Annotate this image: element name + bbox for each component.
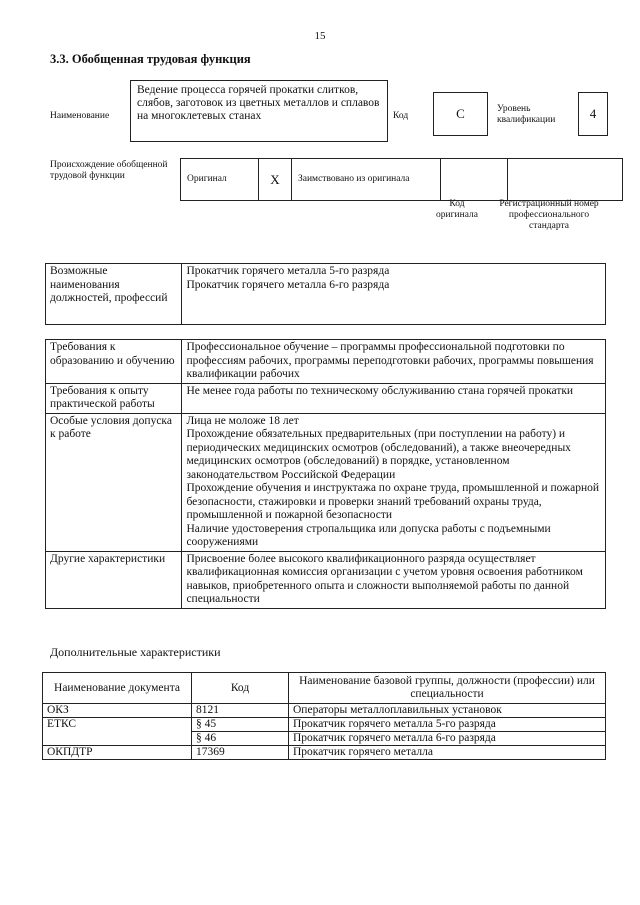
row-code: 8121 <box>192 704 289 718</box>
requirement-label: Требования к опыту практической работы <box>46 383 182 413</box>
reg-number-label: Регистрационный номер профессионального стандарта <box>499 199 599 231</box>
header-doc: Наименование документа <box>43 673 192 704</box>
row-doc: ОКЗ <box>43 704 192 718</box>
origin-table <box>180 158 623 201</box>
position-item: Прокатчик горячего металла 6-го разряда <box>186 278 390 291</box>
positions-table <box>45 263 606 325</box>
additional-table <box>42 672 606 760</box>
original-label: Оригинал <box>181 159 259 201</box>
requirement-value: Профессиональное обучение – программы профессиональной подготовки по профессиям рабочих, программы переподготовки рабочих, программы повышения квалификации рабочих <box>182 340 606 384</box>
requirement-value: Присвоение более высокого квалификационного разряда осуществляет квалификационная комиссия организации с учетом уровня освоения работником навыков, приобретенного опыта и сложности выполняемой работы по данной специальности <box>182 551 606 608</box>
requirement-value: Наличие удостоверения стропальщика или допуска работы с подъемными сооружениями <box>186 522 551 548</box>
row-name: Прокатчик горячего металла 5-го разряда <box>289 718 606 732</box>
requirement-value: Прохождение обучения и инструктажа по охране труда, промышленной и пожарной безопасности, стажировки и проверки знаний требований охраны труда, промышленной и пожарной безопасности <box>186 482 600 521</box>
header-code: Код <box>192 673 289 704</box>
name-label: Наименование <box>50 111 110 121</box>
code-original-label: Код оригинала <box>436 199 478 220</box>
row-doc: ЕТКС <box>43 718 192 746</box>
row-name: Операторы металлоплавильных установок <box>289 704 606 718</box>
table-header-row <box>43 673 606 704</box>
original-mark: X <box>259 159 292 201</box>
position-item: Прокатчик горячего металла 5-го разряда <box>186 265 390 277</box>
table-row <box>43 746 606 760</box>
requirement-value: Не менее года работы по техническому обслуживанию стана горячей прокатки <box>182 383 606 413</box>
code-label: Код <box>393 111 409 121</box>
requirement-value: Прохождение обязательных предварительных (при поступлении на работу) и периодических медицинских осмотров (обследований), а также внеочередных медицинских осмотров (обследований) в порядке, установленном законодательством Российской Федерации <box>186 428 571 481</box>
borrowed-label: Заимствовано из оригинала <box>292 159 441 201</box>
function-name-box: Ведение процесса горячей прокатки слитков, слябов, заготовок из цветных металлов и сплавов на многоклетевых станах <box>130 80 388 142</box>
table-row <box>46 264 606 325</box>
requirements-table <box>45 339 606 609</box>
table-row <box>43 718 606 732</box>
requirement-label: Особые условия допуска к работе <box>46 413 182 551</box>
row-code: 17369 <box>192 746 289 760</box>
level-label: Уровень квалификации <box>497 104 556 125</box>
reg-number-cell <box>508 159 623 201</box>
row-code: § 45 <box>192 718 289 732</box>
table-row <box>46 340 606 384</box>
row-doc: ОКПДТР <box>43 746 192 760</box>
requirement-label: Требования к образованию и обучению <box>46 340 182 384</box>
header-name: Наименование базовой группы, должности (профессии) или специальности <box>289 673 606 704</box>
table-row <box>43 704 606 718</box>
table-row <box>46 551 606 608</box>
level-box: 4 <box>578 92 608 136</box>
row-name: Прокатчик горячего металла 6-го разряда <box>289 732 606 746</box>
requirement-value: Лица не моложе 18 лет <box>186 414 299 427</box>
additional-title: Дополнительные характеристики <box>50 645 221 659</box>
code-original-cell <box>441 159 508 201</box>
requirement-label: Другие характеристики <box>46 551 182 608</box>
row-code: § 46 <box>192 732 289 746</box>
page-number: 15 <box>314 30 326 42</box>
code-box: C <box>433 92 488 136</box>
table-row <box>46 413 606 551</box>
origin-label: Происхождение обобщенной трудовой функции <box>50 160 168 181</box>
section-title: 3.3. Обобщенная трудовая функция <box>50 52 251 66</box>
row-name: Прокатчик горячего металла <box>289 746 606 760</box>
table-row <box>46 383 606 413</box>
positions-label: Возможные наименования должностей, профессий <box>46 264 182 325</box>
